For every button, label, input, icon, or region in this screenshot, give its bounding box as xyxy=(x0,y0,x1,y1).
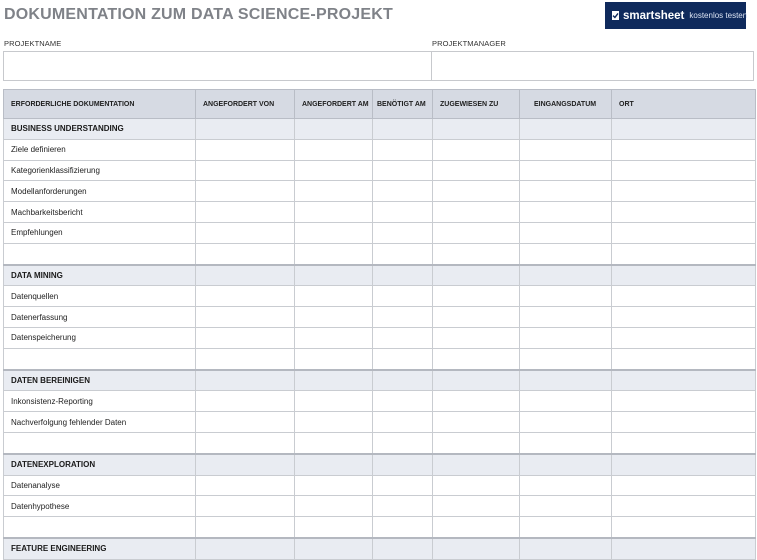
table-cell[interactable] xyxy=(433,454,520,475)
documentation-item[interactable]: Datenspeicherung xyxy=(4,327,196,348)
table-cell[interactable] xyxy=(433,243,520,264)
project-manager-label: PROJEKTMANAGER xyxy=(432,39,506,48)
column-header: ORT xyxy=(612,90,756,119)
table-cell[interactable] xyxy=(295,202,373,223)
section-title: DATENEXPLORATION xyxy=(4,454,196,475)
table-row xyxy=(4,139,756,160)
table-row xyxy=(4,222,756,243)
table-cell[interactable] xyxy=(373,432,433,453)
documentation-item[interactable] xyxy=(4,348,196,369)
table-cell[interactable] xyxy=(373,243,433,264)
table-cell[interactable] xyxy=(520,222,612,243)
table-cell[interactable] xyxy=(612,119,756,140)
table-cell[interactable] xyxy=(612,307,756,328)
table-cell[interactable] xyxy=(196,202,295,223)
table-cell[interactable] xyxy=(295,538,373,559)
table-cell[interactable] xyxy=(520,286,612,307)
column-header: ANGEFORDERT VON xyxy=(196,90,295,119)
project-manager-field[interactable] xyxy=(432,52,753,80)
table-cell[interactable] xyxy=(373,160,433,181)
table-cell[interactable] xyxy=(295,496,373,517)
table-cell[interactable] xyxy=(520,119,612,140)
section-row xyxy=(4,538,756,559)
table-cell[interactable] xyxy=(295,327,373,348)
table-cell[interactable] xyxy=(433,538,520,559)
table-cell[interactable] xyxy=(520,327,612,348)
table-row xyxy=(4,348,756,369)
project-name-label: PROJEKTNAME xyxy=(4,39,62,48)
table-cell[interactable] xyxy=(520,391,612,412)
section-row xyxy=(4,265,756,286)
table-row xyxy=(4,327,756,348)
table-row xyxy=(4,160,756,181)
table-cell[interactable] xyxy=(520,432,612,453)
table-cell[interactable] xyxy=(295,432,373,453)
table-cell[interactable] xyxy=(196,454,295,475)
table-cell[interactable] xyxy=(295,181,373,202)
table-cell[interactable] xyxy=(373,139,433,160)
table-cell[interactable] xyxy=(520,202,612,223)
table-cell[interactable] xyxy=(196,538,295,559)
table-row xyxy=(4,496,756,517)
project-name-field[interactable] xyxy=(4,52,432,80)
table-cell[interactable] xyxy=(433,286,520,307)
table-cell[interactable] xyxy=(295,160,373,181)
table-cell[interactable] xyxy=(196,181,295,202)
table-cell[interactable] xyxy=(373,222,433,243)
table-cell[interactable] xyxy=(373,412,433,433)
table-cell[interactable] xyxy=(612,265,756,286)
table-row xyxy=(4,475,756,496)
table-cell[interactable] xyxy=(295,222,373,243)
column-header: ANGEFORDERT AM xyxy=(295,90,373,119)
table-cell[interactable] xyxy=(295,243,373,264)
documentation-item[interactable]: Machbarkeitsbericht xyxy=(4,202,196,223)
table-cell[interactable] xyxy=(373,348,433,369)
table-cell[interactable] xyxy=(520,243,612,264)
table-cell[interactable] xyxy=(196,139,295,160)
table-cell[interactable] xyxy=(433,432,520,453)
table-cell[interactable] xyxy=(433,202,520,223)
table-cell[interactable] xyxy=(373,517,433,538)
table-cell[interactable] xyxy=(373,202,433,223)
table-cell[interactable] xyxy=(433,265,520,286)
table-cell[interactable] xyxy=(612,391,756,412)
documentation-item[interactable]: Inkonsistenz-Reporting xyxy=(4,391,196,412)
documentation-table xyxy=(3,89,756,560)
documentation-item[interactable]: Kategorienklassifizierung xyxy=(4,160,196,181)
documentation-item[interactable]: Modellanforderungen xyxy=(4,181,196,202)
section-title: DATA MINING xyxy=(4,265,196,286)
table-cell[interactable] xyxy=(433,139,520,160)
table-cell[interactable] xyxy=(433,160,520,181)
section-title: DATEN BEREINIGEN xyxy=(4,370,196,391)
table-cell[interactable] xyxy=(520,454,612,475)
table-cell[interactable] xyxy=(433,391,520,412)
column-header: EINGANGSDATUM xyxy=(520,90,612,119)
table-cell[interactable] xyxy=(520,160,612,181)
table-cell[interactable] xyxy=(433,222,520,243)
table-cell[interactable] xyxy=(373,538,433,559)
table-cell[interactable] xyxy=(520,412,612,433)
brand-name: smartsheet xyxy=(623,9,685,22)
table-cell[interactable] xyxy=(612,243,756,264)
table-cell[interactable] xyxy=(612,222,756,243)
table-cell[interactable] xyxy=(612,327,756,348)
documentation-item[interactable] xyxy=(4,517,196,538)
table-cell[interactable] xyxy=(196,119,295,140)
smartsheet-trial-button[interactable] xyxy=(605,2,746,29)
table-cell[interactable] xyxy=(373,307,433,328)
table-cell[interactable] xyxy=(612,496,756,517)
documentation-item[interactable] xyxy=(4,243,196,264)
table-cell[interactable] xyxy=(433,327,520,348)
table-cell[interactable] xyxy=(196,222,295,243)
table-header-row xyxy=(4,90,756,119)
table-cell[interactable] xyxy=(196,432,295,453)
documentation-item[interactable]: Empfehlungen xyxy=(4,222,196,243)
column-header: BENÖTIGT AM xyxy=(373,90,433,119)
table-cell[interactable] xyxy=(373,265,433,286)
table-cell[interactable] xyxy=(433,475,520,496)
table-cell[interactable] xyxy=(433,370,520,391)
trial-label: kostenlos testen xyxy=(689,11,748,20)
table-cell[interactable] xyxy=(520,181,612,202)
table-cell[interactable] xyxy=(295,307,373,328)
table-cell[interactable] xyxy=(373,119,433,140)
table-cell[interactable] xyxy=(295,139,373,160)
section-title: FEATURE ENGINEERING xyxy=(4,538,196,559)
table-cell[interactable] xyxy=(520,307,612,328)
table-cell[interactable] xyxy=(373,454,433,475)
table-cell[interactable] xyxy=(373,286,433,307)
table-cell[interactable] xyxy=(612,160,756,181)
table-cell[interactable] xyxy=(520,475,612,496)
table-cell[interactable] xyxy=(373,475,433,496)
documentation-item[interactable] xyxy=(4,432,196,453)
table-cell[interactable] xyxy=(295,475,373,496)
table-cell[interactable] xyxy=(612,517,756,538)
column-header: ERFORDERLICHE DOKUMENTATION xyxy=(4,90,196,119)
table-row xyxy=(4,202,756,223)
table-cell[interactable] xyxy=(196,475,295,496)
table-cell[interactable] xyxy=(433,517,520,538)
table-cell[interactable] xyxy=(196,265,295,286)
section-row xyxy=(4,119,756,140)
table-cell[interactable] xyxy=(520,538,612,559)
table-cell[interactable] xyxy=(520,265,612,286)
table-cell[interactable] xyxy=(295,286,373,307)
table-cell[interactable] xyxy=(612,538,756,559)
table-cell[interactable] xyxy=(295,412,373,433)
table-cell[interactable] xyxy=(196,243,295,264)
table-cell[interactable] xyxy=(373,181,433,202)
table-row xyxy=(4,181,756,202)
table-cell[interactable] xyxy=(433,181,520,202)
table-cell[interactable] xyxy=(196,327,295,348)
table-cell[interactable] xyxy=(196,496,295,517)
table-cell[interactable] xyxy=(520,517,612,538)
table-cell[interactable] xyxy=(295,454,373,475)
table-cell[interactable] xyxy=(520,139,612,160)
table-cell[interactable] xyxy=(295,348,373,369)
table-cell[interactable] xyxy=(295,517,373,538)
table-cell[interactable] xyxy=(295,265,373,286)
table-cell[interactable] xyxy=(433,496,520,517)
table-cell[interactable] xyxy=(612,202,756,223)
table-cell[interactable] xyxy=(520,370,612,391)
checkbox-icon xyxy=(612,11,619,20)
table-cell[interactable] xyxy=(612,432,756,453)
table-row xyxy=(4,286,756,307)
table-cell[interactable] xyxy=(433,412,520,433)
table-cell[interactable] xyxy=(612,475,756,496)
table-row xyxy=(4,432,756,453)
section-row xyxy=(4,370,756,391)
table-cell[interactable] xyxy=(612,286,756,307)
table-cell[interactable] xyxy=(196,307,295,328)
table-cell[interactable] xyxy=(520,348,612,369)
table-cell[interactable] xyxy=(612,181,756,202)
table-cell[interactable] xyxy=(612,139,756,160)
table-row xyxy=(4,517,756,538)
table-cell[interactable] xyxy=(196,391,295,412)
section-title: BUSINESS UNDERSTANDING xyxy=(4,119,196,140)
column-header: ZUGEWIESEN ZU xyxy=(433,90,520,119)
table-row xyxy=(4,243,756,264)
documentation-item[interactable]: Ziele definieren xyxy=(4,139,196,160)
table-cell[interactable] xyxy=(295,391,373,412)
table-cell[interactable] xyxy=(433,307,520,328)
documentation-item[interactable]: Datenanalyse xyxy=(4,475,196,496)
table-cell[interactable] xyxy=(295,119,373,140)
table-cell[interactable] xyxy=(612,454,756,475)
section-row xyxy=(4,454,756,475)
table-cell[interactable] xyxy=(196,517,295,538)
table-cell[interactable] xyxy=(433,348,520,369)
table-cell[interactable] xyxy=(373,370,433,391)
table-row xyxy=(4,391,756,412)
table-row xyxy=(4,307,756,328)
documentation-item[interactable]: Nachverfolgung fehlender Daten xyxy=(4,412,196,433)
documentation-item[interactable]: Datenhypothese xyxy=(4,496,196,517)
table-cell[interactable] xyxy=(196,286,295,307)
table-cell[interactable] xyxy=(612,370,756,391)
table-cell[interactable] xyxy=(612,348,756,369)
project-info-box xyxy=(3,51,754,81)
table-cell[interactable] xyxy=(196,370,295,391)
table-cell[interactable] xyxy=(373,496,433,517)
table-cell[interactable] xyxy=(196,160,295,181)
documentation-item[interactable]: Datenerfassung xyxy=(4,307,196,328)
page-title: DOKUMENTATION ZUM DATA SCIENCE-PROJEKT xyxy=(4,6,393,23)
documentation-item[interactable]: Datenquellen xyxy=(4,286,196,307)
table-cell[interactable] xyxy=(373,327,433,348)
table-cell[interactable] xyxy=(295,370,373,391)
table-cell[interactable] xyxy=(196,412,295,433)
table-cell[interactable] xyxy=(373,391,433,412)
table-body xyxy=(4,119,756,560)
table-cell[interactable] xyxy=(196,348,295,369)
table-cell[interactable] xyxy=(433,119,520,140)
table-cell[interactable] xyxy=(520,496,612,517)
table-cell[interactable] xyxy=(612,412,756,433)
table-row xyxy=(4,412,756,433)
